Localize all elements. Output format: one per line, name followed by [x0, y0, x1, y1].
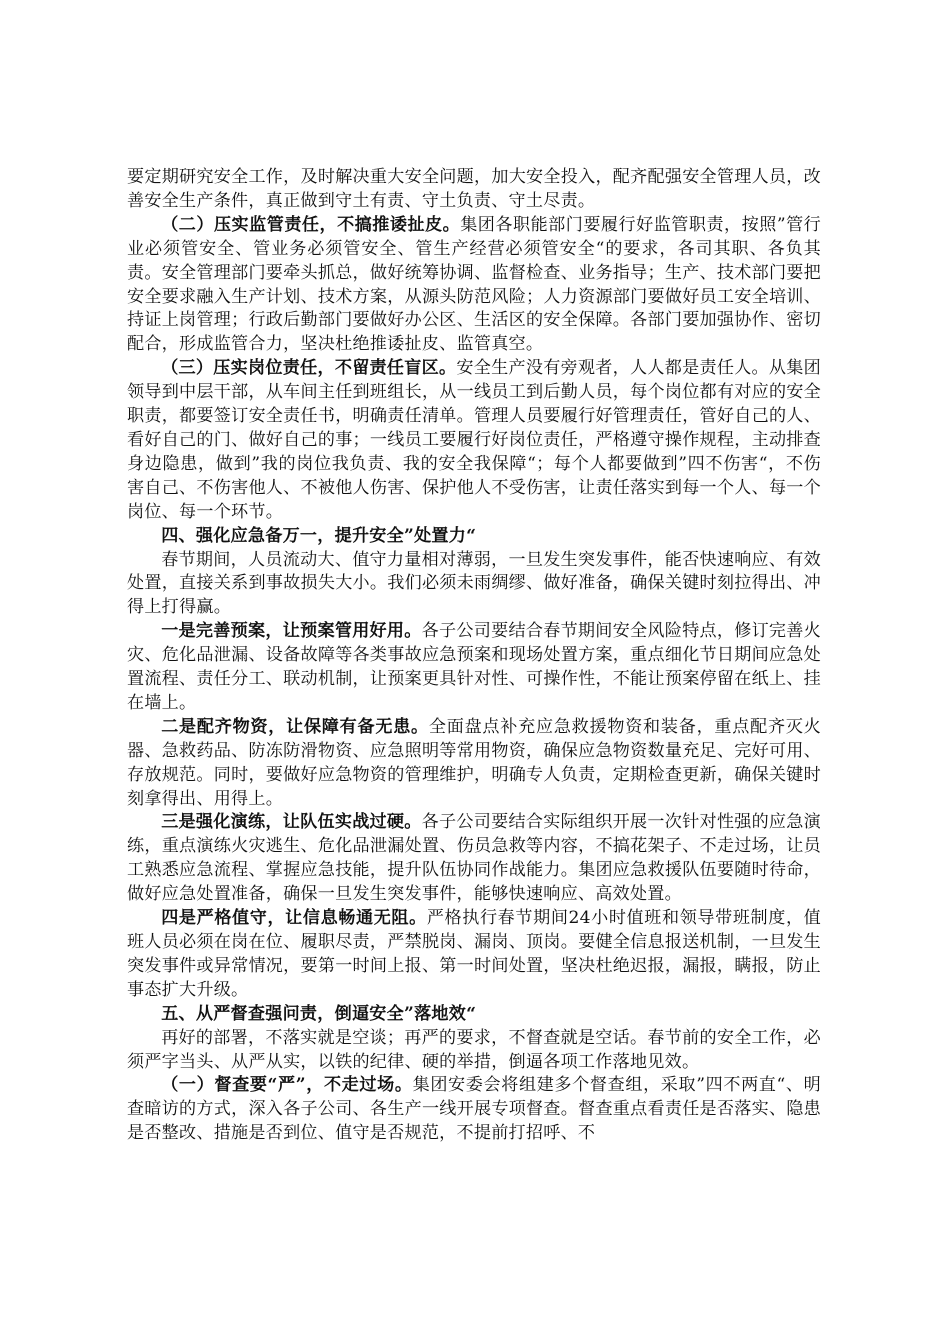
- paragraph-text: 集团安委会将组建多个督查组，采取”四不两直“、明查暗访的方式，深入各子公司、各生产一线开展专项督查。督查重点看责任是否落实、隐患是否整改、措施是否到位、值守是否规范，不提前打招呼、不: [127, 1075, 821, 1144]
- paragraph-lead: （二）压实监管责任，不搞推诿扯皮。: [161, 214, 461, 235]
- paragraph-text: 安全生产没有旁观者，人人都是责任人。从集团领导到中层干部，从车间主任到班组长，从一线员工到后勤人员，每个岗位都有对应的安全职责，都要签订安全责任书，明确责任清单。管理人员要履行好管理责任，管好自己的人、看好自己的门、做好自己的事；一线员工要履行好岗位责任，严格遵守操作规程，主动排查身边隐患，做到”我的岗位我负责、我的安全我保障“；每个人都要做到”四不伤害“，不伤害自己、不伤害他人、不被他人伤害、保护他人不受伤害，让责任落实到每一个人、每一个岗位、每一个环节。: [127, 358, 821, 522]
- paragraph-duty: [127, 907, 821, 1003]
- paragraph-lead: （三）压实岗位责任，不留责任盲区。: [161, 358, 457, 379]
- paragraph-text: 各子公司要结合春节期间安全风险特点，修订完善火灾、危化品泄漏、设备故障等各类事故应急预案和现场处置方案，重点细化节日期间应急处置流程、责任分工、联动机制，让预案更具针对性、可操作性，不能让预案停留在纸上、挂在墙上。: [127, 621, 822, 713]
- paragraph-continued: [127, 166, 821, 214]
- paragraph-text: 再好的部署，不落实就是空谈；再严的要求，不督查就是空话。春节前的安全工作，必须严字当头、从严从实，以铁的纪律、硬的举措，倒逼各项工作落地见效。: [127, 1027, 821, 1072]
- paragraph-lead: （一）督查要“严”，不走过场。: [161, 1075, 413, 1096]
- paragraph-text: 各子公司要结合实际组织开展一次针对性强的应急演练，重点演练火灾逃生、危化品泄漏处置、伤员急救等内容，不搞花架子、不走过场，让员工熟悉应急流程、掌握应急技能，提升队伍协同作战能力。集团应急救援队伍要随时待命，做好应急处置准备，确保一旦发生突发事件，能够快速响应、高效处置。: [127, 812, 822, 905]
- paragraph-lead: 四是严格值守，让信息畅通无阻。: [161, 908, 427, 929]
- paragraph-supplies: [127, 716, 821, 812]
- paragraph-drills: [127, 811, 821, 907]
- paragraph-lead: 二是配齐物资，让保障有备无患。: [161, 716, 429, 737]
- paragraph-text: 全面盘点补充应急救援物资和装备，重点配齐灭火器、急救药品、防冻防滑物资、应急照明等常用物资，确保应急物资数量充足、完好可用、存放规范。同时，要做好应急物资的管理维护，明确专人负责，定期检查更新，确保关键时刻拿得出、用得上。: [127, 716, 822, 809]
- paragraph-inspection-strict: [127, 1074, 821, 1146]
- paragraph-supervision-responsibility: [127, 214, 821, 357]
- section-heading-4: 四、强化应急备万一，提升安全”处置力“: [161, 525, 477, 546]
- paragraph-text: 春节期间，人员流动大、值守力量相对薄弱，一旦发生突发事件，能否快速响应、有效处置，直接关系到事故损失大小。我们必须未雨绸缪、做好准备，确保关键时刻拉得出、冲得上打得赢。: [127, 549, 821, 618]
- paragraph-inspection-intro: [127, 1027, 821, 1075]
- paragraph-plans: [127, 620, 821, 716]
- paragraph-text: 集团各职能部门要履行好监管职责，按照”管行业必须管安全、管业务必须管安全、管生产经营必须管安全“的要求，各司其职、各负其责。安全管理部门要牵头抓总，做好统筹协调、监督检查、业务指导；生产、技术部门要把安全要求融入生产计划、技术方案，从源头防范风险；人力资源部门要做好员工安全培训、持证上岗管理；行政后勤部门要做好办公区、生活区的安全保障。各部门要加强协作、密切配合，形成监管合力，坚决杜绝推诿扯皮、监管真空。: [127, 214, 821, 355]
- paragraph-lead: 三是强化演练，让队伍实战过硬。: [161, 812, 422, 833]
- paragraph-post-responsibility: [127, 357, 821, 524]
- paragraph-emergency-intro: [127, 549, 821, 621]
- document-page: [127, 166, 821, 1146]
- paragraph-lead: 一是完善预案，让预案管用好用。: [161, 621, 422, 642]
- paragraph-text: 要定期研究安全工作，及时解决重大安全问题，加大安全投入，配齐配强安全管理人员，改善安全生产条件，真正做到守土有责、守土负责、守土尽责。: [127, 167, 821, 211]
- section-heading-5: 五、从严督查强问责，倒逼安全”落地效“: [161, 1003, 477, 1024]
- paragraph-text: 严格执行春节期间24小时值班和领导带班制度，值班人员必须在岗在位、履职尽责，严禁脱岗、漏岗、顶岗。要健全信息报送机制，一旦发生突发事件或异常情况，要第一时间上报、第一时间处置，坚决杜绝迟报，漏报，瞒报，防止事态扩大升级。: [127, 908, 822, 1000]
